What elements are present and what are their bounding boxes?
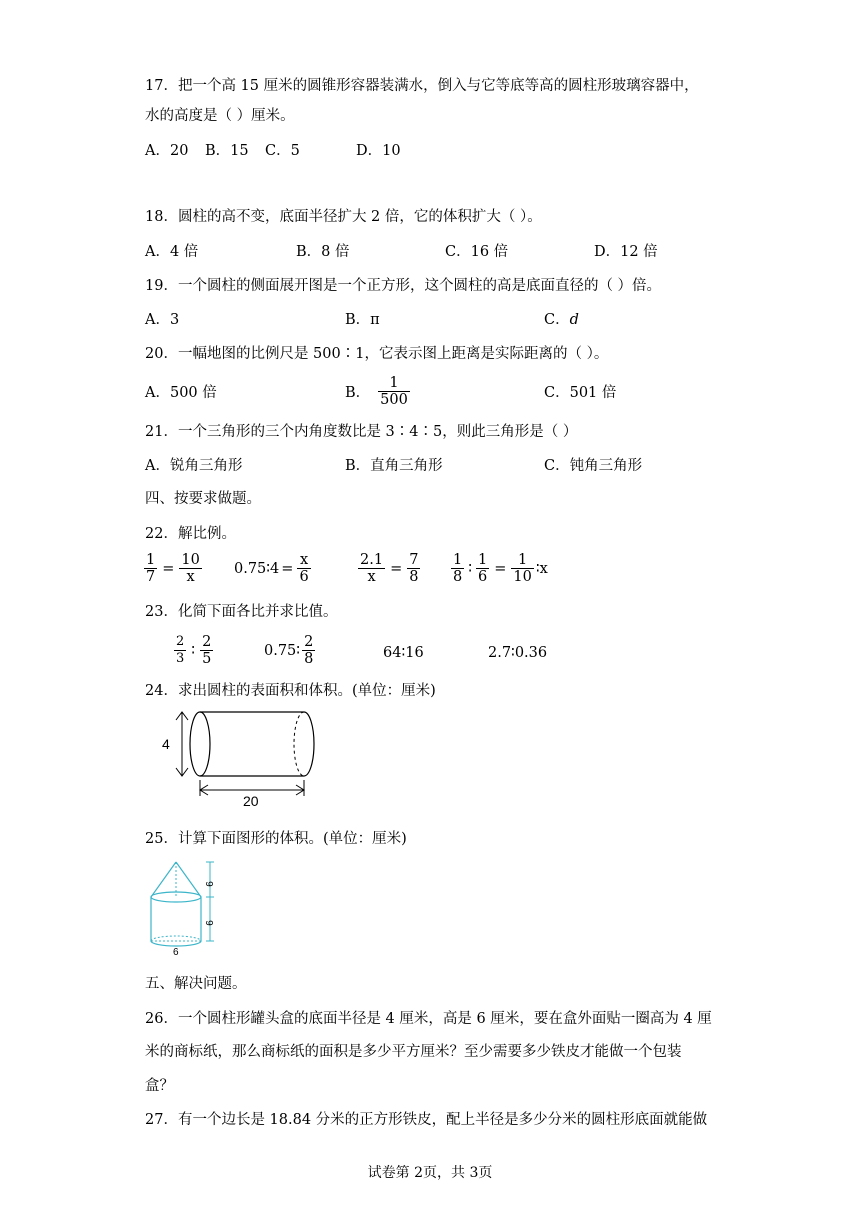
q26-line1: 26．一个圆柱形罐头盒的底面半径是 4 厘米，高是 6 厘米，要在盒外面贴一圈高为 4 厘 — [145, 1011, 712, 1027]
q25-diameter-label: 6 — [173, 947, 179, 957]
q24-right-arc-front — [304, 712, 314, 776]
q18-option-d: D．12 倍 — [594, 244, 658, 260]
q20-option-b: B． $\frac{1}{500}$ — [345, 375, 408, 408]
q24-left-ellipse — [190, 712, 210, 776]
q23-stem: 23．化简下面各比并求比值。 — [145, 604, 338, 620]
q17-option-d: D．10 — [356, 143, 401, 159]
q21-option-c: C．钝角三角形 — [544, 458, 643, 474]
q25-stem: 25．计算下面图形的体积。(单位：厘米) — [145, 831, 407, 847]
q20-stem: 20．一幅地图的比例尺是 500∶1，它表示图上距离是实际距离的（ ）。 — [145, 346, 609, 362]
q17-option-c: C．5 — [265, 143, 300, 159]
q21-stem: 21．一个三角形的三个内角度数比是 3∶4∶5，则此三角形是（ ） — [145, 424, 578, 440]
q19-option-b: B．π — [345, 312, 380, 328]
q23-ratio-2: 0.75∶ $\frac{2}{8}$ — [264, 634, 314, 667]
q18-option-c: C．16 倍 — [445, 244, 509, 260]
q22-equation-2: 0.75∶4 = $\frac{x}{6}$ — [234, 552, 309, 585]
section-5-heading: 五、解决问题。 — [145, 976, 247, 992]
q27-line1: 27．有一个边长是 18.84 分米的正方形铁皮，配上半径是多少分米的圆柱形底面就能做 — [145, 1112, 708, 1128]
q26-line2: 米的商标纸，那么商标纸的面积是多少平方厘米？至少需要多少铁皮才能做一个包装 — [145, 1044, 682, 1060]
q18-option-a: A．4 倍 — [145, 244, 199, 260]
q21-option-b: B．直角三角形 — [345, 458, 443, 474]
q24-right-arc-back — [294, 712, 304, 776]
q22-equation-4: $\frac{1}{8}$ ∶ $\frac{1}{6}$ = $\frac{1}{10}$ ∶x — [453, 552, 548, 585]
q19-option-c-value: d — [569, 312, 579, 328]
q17-option-b: B．15 — [205, 143, 249, 159]
q24-stem: 24．求出圆柱的表面积和体积。(单位：厘米) — [145, 683, 436, 699]
q22-equation-3: $\frac{2.1}{x}$ = $\frac{7}{8}$ — [360, 552, 419, 585]
q23-ratio-3: 64∶16 — [383, 645, 424, 661]
q21-option-a: A．锐角三角形 — [145, 458, 243, 474]
q23-ratio-1: $\frac{2}{3}$ ∶ $\frac{2}{5}$ — [176, 634, 212, 667]
q19-option-a: A．3 — [145, 312, 180, 328]
q20-option-c: C．501 倍 — [544, 385, 617, 401]
q20-option-a: A．500 倍 — [145, 385, 217, 401]
q19-stem: 19．一个圆柱的侧面展开图是一个正方形，这个圆柱的高是底面直径的（ ）倍。 — [145, 278, 662, 294]
q25-cone-cylinder-figure — [140, 857, 220, 957]
q24-cylinder-figure — [150, 700, 330, 810]
section-4-heading: 四、按要求做题。 — [145, 491, 261, 507]
q25-bottom-front — [151, 941, 201, 946]
q25-cone-height-label: 6 — [205, 881, 216, 887]
q17-option-a: A．20 — [145, 143, 189, 159]
q24-height-label: 4 — [162, 736, 170, 752]
q25-bottom-back — [151, 936, 201, 941]
q23-ratio-4: 2.7∶0.36 — [488, 645, 548, 661]
q17-line1: 17．把一个高 15 厘米的圆锥形容器装满水，倒入与它等底等高的圆柱形玻璃容器中， — [145, 78, 699, 94]
q26-line3: 盒？ — [145, 1078, 174, 1094]
q25-cyl-height-label: 6 — [205, 920, 216, 926]
q17-line2: 水的高度是（ ）厘米。 — [145, 108, 295, 124]
page-footer: 试卷第 2页，共 3页 — [367, 1165, 493, 1181]
q20-option-b-fraction: $\frac{1}{500}$ — [380, 375, 408, 408]
q19-option-c: C．d — [544, 312, 579, 328]
q18-option-b: B．8 倍 — [296, 244, 350, 260]
q22-stem: 22．解比例。 — [145, 526, 236, 542]
q22-equation-1: $\frac{1}{7}$ = $\frac{10}{x}$ — [146, 552, 200, 585]
q18-stem: 18．圆柱的高不变，底面半径扩大 2 倍，它的体积扩大（ ）。 — [145, 209, 542, 225]
q24-length-label: 20 — [243, 793, 259, 809]
